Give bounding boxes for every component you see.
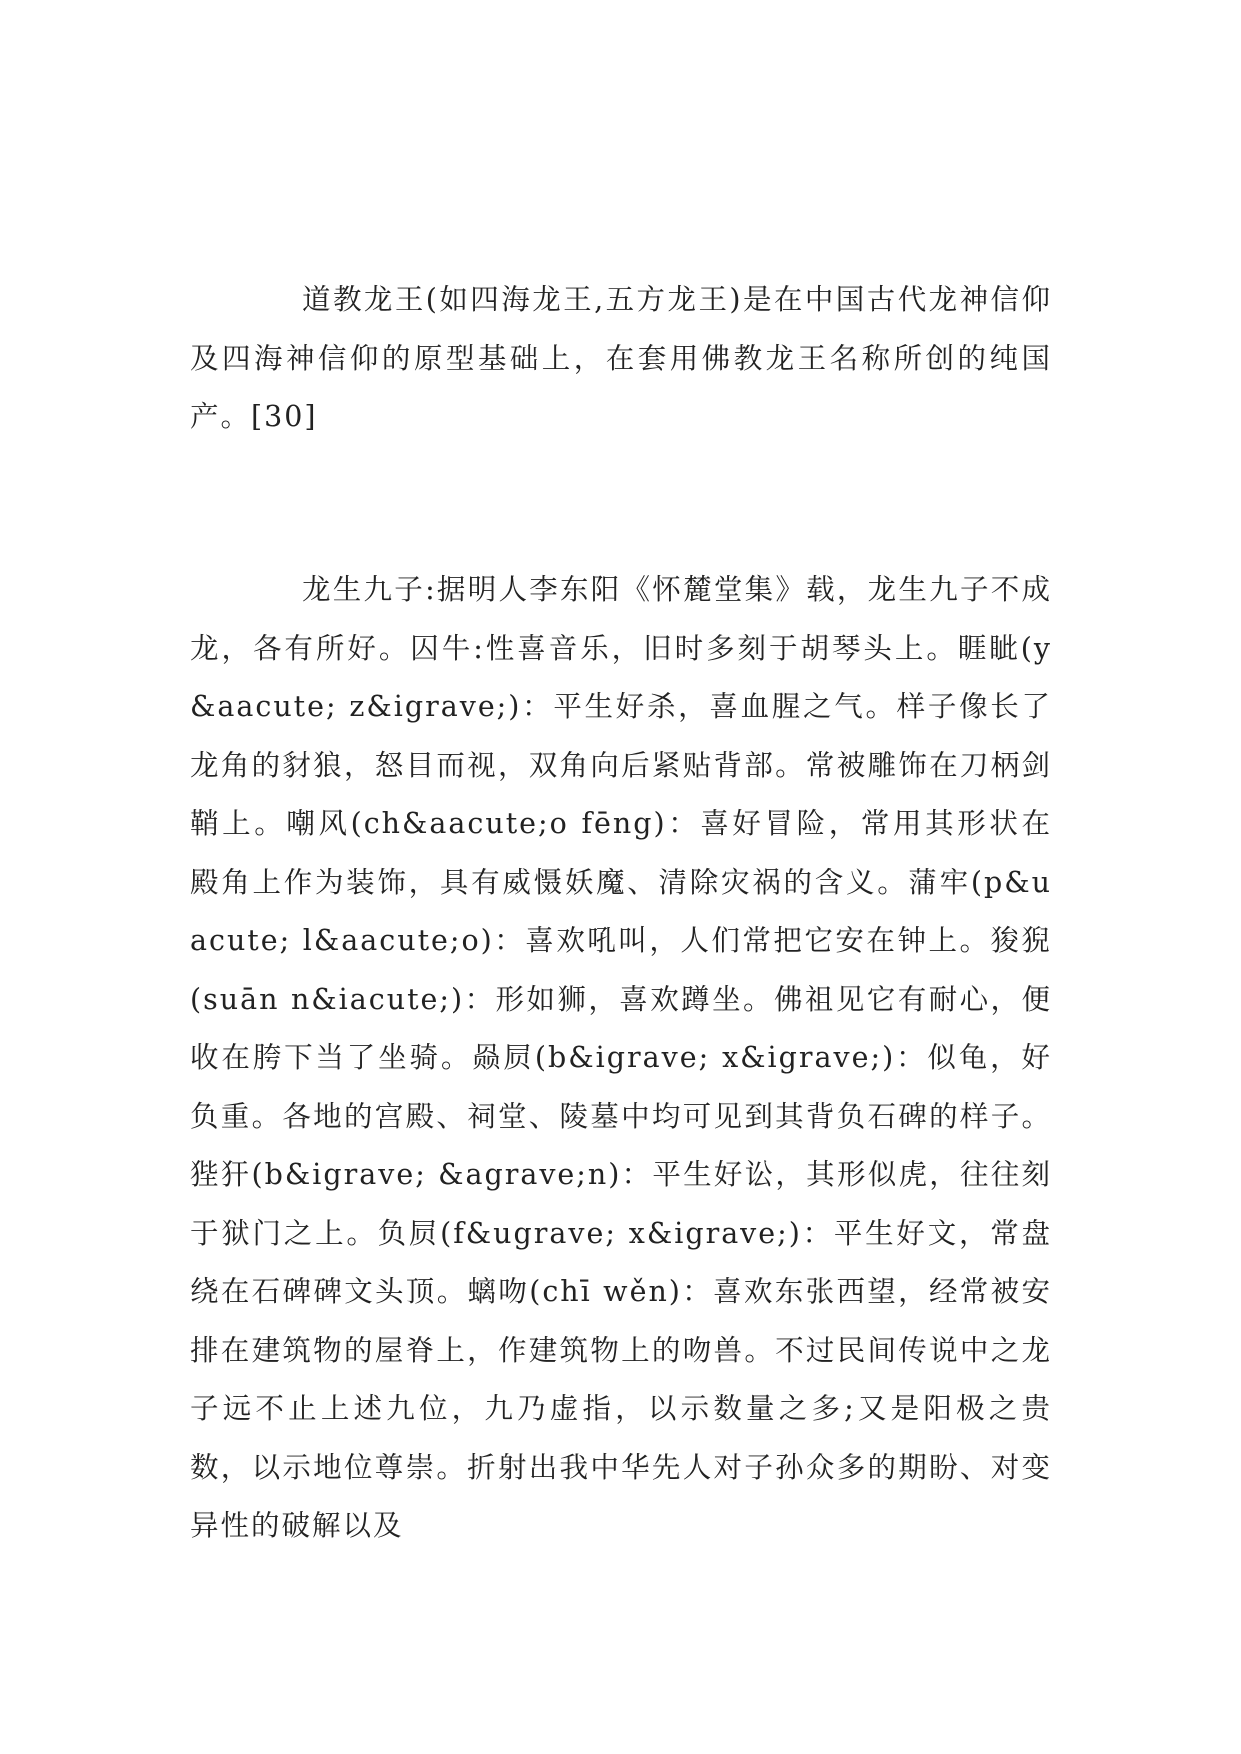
paragraph-nine-sons-of-dragon: 龙生九子:据明人李东阳《怀麓堂集》载，龙生九子不成龙，各有所好。囚牛:性喜音乐，旧时多刻于胡琴头上。睚眦(y&aacute; z&igrave;)：平生好杀，喜血腥之气。样子像长了龙角的豺狼，怒目而视，双角向后紧贴背部。常被雕饰在刀柄剑鞘上。嘲风(ch&aacute;o fēng)：喜好冒险，常用其形状在殿角上作为装饰，具有威慑妖魔、清除灾祸的含义。蒲牢(p&uacute; l&aacute;o)：喜欢吼叫，人们常把它安在钟上。狻猊(suān n&iacute;)：形如狮，喜欢蹲坐。佛祖见它有耐心，便收在胯下当了坐骑。赑屃(b&igrave; x&igrave;)：似龟，好负重。各地的宫殿、祠堂、陵墓中均可见到其背负石碑的样子。狴犴(b&igrave; &agrave;n)：平生好讼，其形似虎，往往刻于狱门之上。负屃(f&ugrave; x&igrave;)：平生好文，常盘绕在石碑碑文头顶。螭吻(chī wěn)：喜欢东张西望，经常被安排在建筑物的屋脊上，作建筑物上的吻兽。不过民间传说中之龙子远不止上述九位，九乃虚指，以示数量之多;又是阳极之贵数，以示地位尊崇。折射出我中华先人对子孙众多的期盼、对变异性的破解以及 (190, 573, 1052, 1542)
paragraph-daoist-dragon-king: 道教龙王(如四海龙王,五方龙王)是在中国古代龙神信仰及四海神信仰的原型基础上，在套用佛教龙王名称所创的纯国产。[30] (190, 283, 1052, 433)
